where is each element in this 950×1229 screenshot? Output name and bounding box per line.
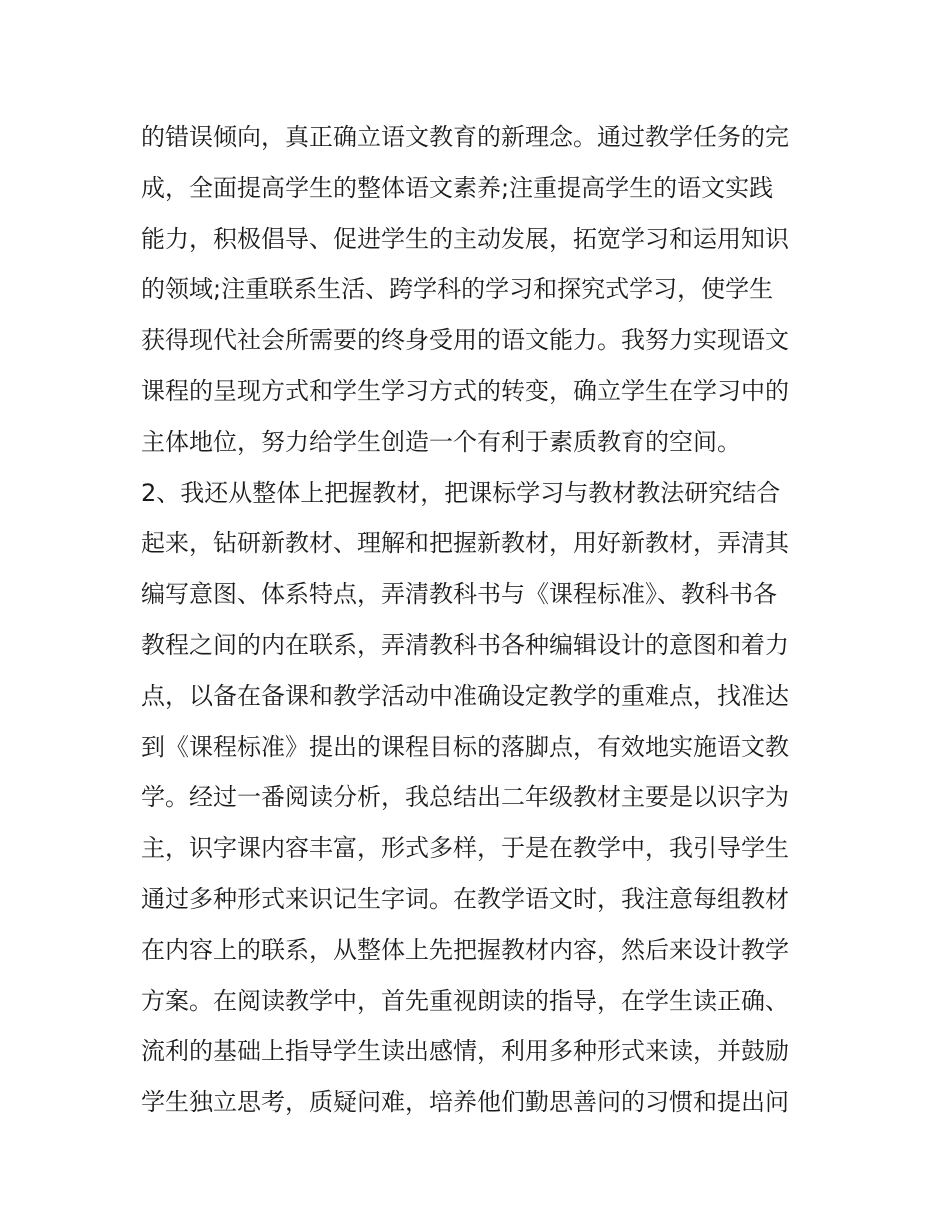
text-line: 的领域;注重联系生活、跨学科的学习和探究式学习，使学生 (141, 275, 774, 304)
text-line: 主，识字课内容丰富，形式多样，于是在教学中，我引导学生 (141, 834, 789, 863)
text-line: 编写意图、体系特点，弄清教科书与《课程标准》、教科书各 (141, 580, 777, 609)
text-line: 能力，积极倡导、促进学生的主动发展，拓宽学习和运用知识 (141, 224, 789, 253)
text-line: 课程的呈现方式和学生学习方式的转变，确立学生在学习中的 (141, 376, 789, 405)
text-line: 流利的基础上指导学生读出感情，利用多种形式来读，并鼓励 (141, 1037, 789, 1066)
text-line: 学。经过一番阅读分析，我总结出二年级教材主要是以识字为 (141, 783, 789, 812)
text-line: 点，以备在备课和教学活动中准确设定教学的重难点，找准达 (141, 681, 789, 710)
text-line: 方案。在阅读教学中，首先重视朗读的指导，在学生读正确、 (141, 986, 789, 1015)
text-line: 2、我还从整体上把握教材，把课标学习与教材教法研究结合 (141, 478, 781, 507)
text-line: 的错误倾向，真正确立语文教育的新理念。通过教学任务的完 (141, 123, 789, 151)
text-line: 在内容上的联系，从整体上先把握教材内容，然后来设计教学 (141, 935, 789, 964)
body-text (141, 112, 821, 1128)
text-line: 教程之间的内在联系，弄清教科书各种编辑设计的意图和着力 (141, 630, 789, 659)
text-line: 主体地位，努力给学生创造一个有利于素质教育的空间。 (141, 427, 741, 456)
text-line: 学生独立思考，质疑问难，培养他们勤思善问的习惯和提出问 (141, 1088, 789, 1117)
text-line: 通过多种形式来识记生字词。在教学语文时，我注意每组教材 (141, 884, 789, 913)
text-line: 到《课程标准》提出的课程目标的落脚点，有效地实施语文教 (141, 732, 789, 761)
text-line: 起来，钻研新教材、理解和把握新教材，用好新教材，弄清其 (141, 529, 789, 558)
text-line: 成，全面提高学生的整体语文素养;注重提高学生的语文实践 (141, 173, 774, 202)
text-line: 获得现代社会所需要的终身受用的语文能力。我努力实现语文 (141, 326, 789, 355)
